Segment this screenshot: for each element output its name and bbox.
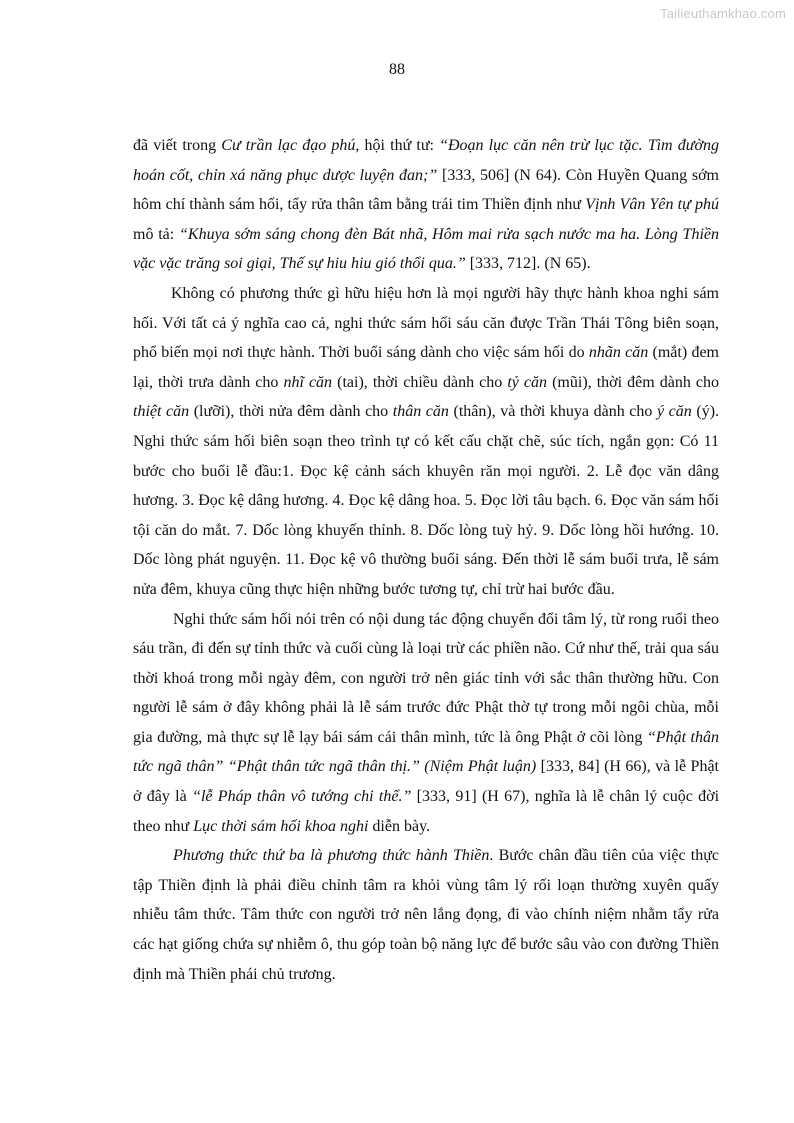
text-run: Không có phương thức gì hữu hiệu hơn là mọi người hãy thực hành khoa nghi sám hối. Với tất cả ý nghĩa cao cả, nghi thức sám hối sáu căn được Trần Thái Tông biên soạn, phổ biến mọi nơi thực hành. Thời buổi sáng dành cho việc sám hối do bbox=[133, 284, 719, 362]
paragraph-4 bbox=[133, 841, 719, 989]
text-run: [333, 712]. (N 65). bbox=[465, 255, 591, 273]
text-run: . Bước chân đầu tiên của việc thực tập Thiền định là phải điều chỉnh tâm ra khỏi vùng tâm lý rối loạn thường xuyên quấy nhiễu tâm thức. Tâm thức con người trở nên lắng đọng, đi vào chính niệm nhằm tẩy rửa các hạt giống chứa sự nhiễm ô, thu góp toàn bộ năng lực để bước sâu vào con đường Thiền định mà Thiền phái chủ trương. bbox=[133, 847, 719, 983]
text-run: (mắt) đem lại, thời trưa dành cho bbox=[133, 344, 719, 391]
text-run: (lưỡi), thời nửa đêm dành cho bbox=[189, 403, 393, 421]
text-run: [333, 84] (H 66), và lễ Phật ở đây là bbox=[133, 758, 719, 806]
paragraph-2 bbox=[133, 279, 719, 605]
text-run: (ý). Nghi thức sám hối biên soạn theo trình tự có kết cấu chặt chẽ, súc tích, ngắn gọn: Có 11 bước cho buổi lễ đầu:1. Đọc kệ cảnh sách khuyên răn mọi người. 2. Lễ đọc văn dâng hương. 3. Đọc kệ dâng hương. 4. Đọc kệ dâng hoa. 5. Đọc lời tâu bạch. 6. Đọc văn sám hối tội căn do mắt. 7. Dốc lòng khuyến thỉnh. 8. Dốc lòng tuỳ hỷ. 9. Dốc lòng hồi hướng. 10. Dốc lòng phát nguyện. 11. Đọc kệ vô thường buổi sáng. Đến thời lễ sám buổi trưa, lễ sám nửa đêm, khuya cũng thực hiện những bước tương tự, chỉ trừ hai bước đầu. bbox=[133, 403, 720, 598]
text-run: , hội thứ tư: bbox=[355, 137, 440, 154]
text-run: diễn bày. bbox=[368, 817, 431, 835]
italic-text-run: Lục thời sám hối khoa nghi bbox=[193, 817, 369, 835]
paragraph-3 bbox=[133, 605, 719, 842]
text-run: mô tả: bbox=[133, 225, 179, 243]
document-body bbox=[133, 131, 719, 989]
italic-text-run: ý căn bbox=[656, 403, 692, 421]
italic-text-run: nhãn căn bbox=[588, 344, 649, 362]
italic-text-run: “Phật thân tức ngã thân” “Phật thân tức ngã thân thị.” (Niệm Phật luận) bbox=[133, 728, 719, 776]
italic-text-run: “Đoạn lục căn nên trừ lục tặc. Tìm đường hoán cốt, chỉn xá năng phục dược luyện đan;” bbox=[133, 137, 719, 184]
text-run: (tai), thời chiều dành cho bbox=[332, 373, 508, 391]
text-run: (mũi), thời đêm dành cho bbox=[547, 373, 720, 391]
text-run: [333, 91] (H 67), nghĩa là lễ chân lý cuộc đời theo như bbox=[133, 788, 720, 835]
paragraph-1 bbox=[133, 131, 719, 279]
italic-text-run: “lễ Pháp thân vô tướng chi thể.” bbox=[192, 788, 412, 806]
italic-text-run: Cư trần lạc đạo phú bbox=[221, 137, 356, 154]
text-run: đã viết trong bbox=[133, 137, 222, 154]
text-run: (thân), và thời khuya dành cho bbox=[448, 403, 657, 421]
italic-text-run: tỷ căn bbox=[507, 373, 548, 391]
page-number: 88 bbox=[389, 61, 405, 78]
italic-text-run: nhĩ căn bbox=[283, 373, 333, 391]
italic-text-run: thiệt căn bbox=[133, 403, 190, 421]
watermark: Tailieuthamkhao.com bbox=[660, 6, 786, 21]
italic-text-run: thân căn bbox=[392, 403, 449, 421]
text-run: Nghi thức sám hối nói trên có nội dung tác động chuyển đổi tâm lý, từ rong ruổi theo sáu trần, đi đến sự tỉnh thức và cuối cùng là loại trừ các phiền não. Cứ như thế, trải qua sáu thời khoá trong mỗi ngày đêm, con người trở nên giác tỉnh với sắc thân thường hữu. Con người lễ sám ở đây không phải là lễ sám trước đức Phật thờ tự trong mỗi ngôi chùa, mỗi gia đường, mà thực sự lễ lạy bái sám cái thân mình, tức là ông Phật ở cõi lòng bbox=[133, 610, 719, 746]
italic-text-run: Vịnh Vân Yên tự phú bbox=[585, 196, 719, 214]
italic-text-run: Phương thức thứ ba là phương thức hành Thiền bbox=[173, 847, 490, 865]
text-run: [333, 506] (N 64). Còn Huyền Quang sớm hôm chí thành sám hối, tẩy rửa thân tâm bằng trái tim Thiền định như bbox=[133, 166, 719, 214]
italic-text-run: “Khuya sớm sáng chong đèn Bát nhã, Hôm mai rửa sạch nước ma ha. Lòng Thiền vặc vặc trăng soi giại, Thế sự hiu hiu gió thổi qua.” bbox=[133, 225, 720, 273]
